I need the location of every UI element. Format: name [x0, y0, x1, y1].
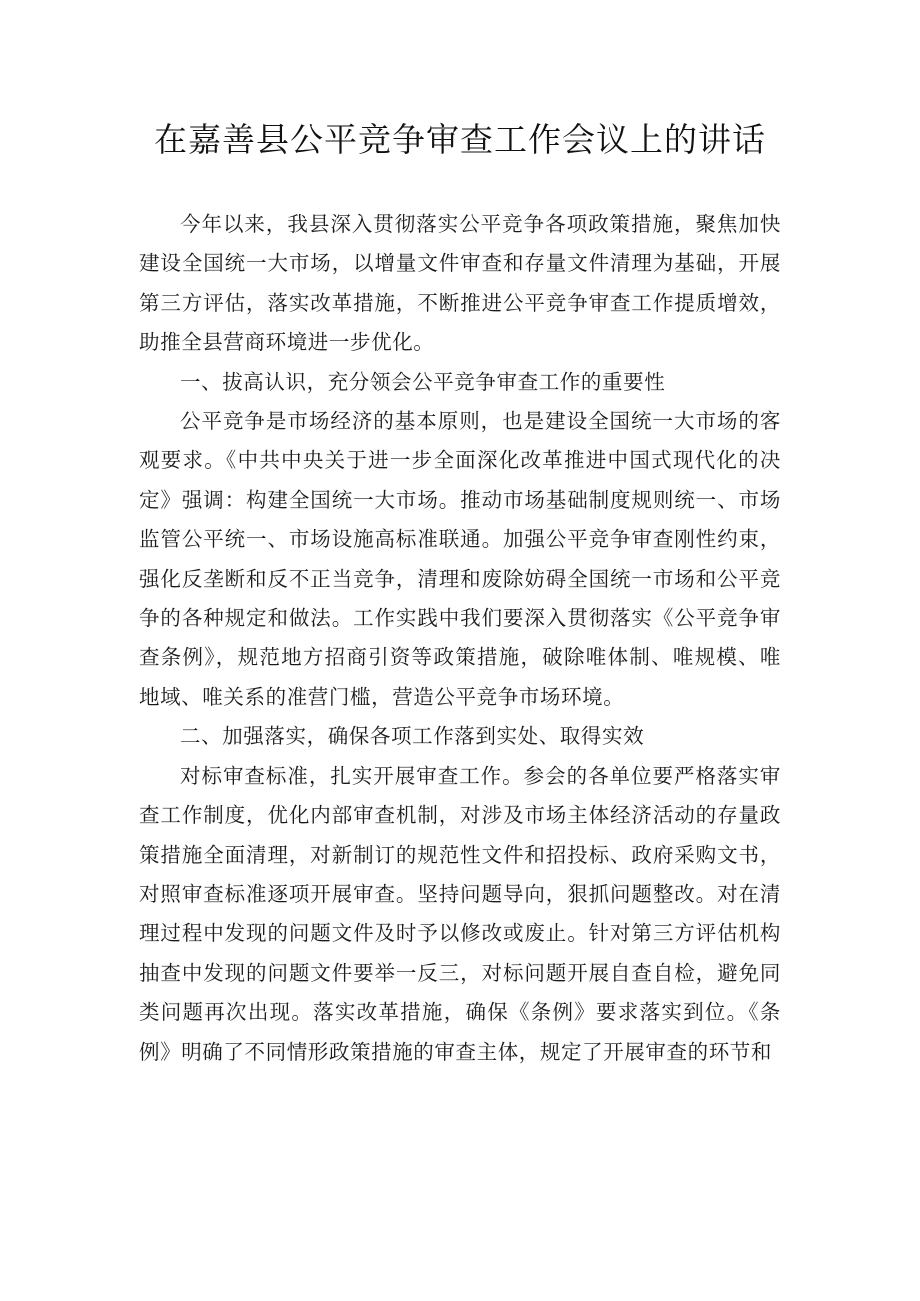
section-heading-1: 一、拔高认识，充分领会公平竞争审查工作的重要性	[180, 369, 666, 394]
document-body	[139, 205, 781, 1072]
paragraph-section-2: 对标审查标准，扎实开展审查工作。参会的各单位要严格落实审查工作制度，优化内部审查机制，对涉及市场主体经济活动的存量政策措施全面清理，对新制订的规范性文件和招投标、政府采购文书，对照审查标准逐项开展审查。坚持问题导向，狠抓问题整改。对在清理过程中发现的问题文件及时予以修改或废止。针对第三方评估机构抽查中发现的问题文件要举一反三，对标问题开展自查自检，避免同类问题再次出现。落实改革措施，确保《条例》要求落实到位。《条例》明确了不同情形政策措施的审查主体，规定了开展审查的环节和	[139, 763, 781, 1064]
paragraph-section-1: 公平竞争是市场经济的基本原则，也是建设全国统一大市场的客观要求。《中共中央关于进一步全面深化改革推进中国式现代化的决定》强调：构建全国统一大市场。推动市场基础制度规则统一、市场监管公平统一、市场设施高标准联通。加强公平竞争审查刚性约束，强化反垄断和反不正当竞争，清理和废除妨碍全国统一市场和公平竞争的各种规定和做法。工作实践中我们要深入贯彻落实《公平竞争审查条例》，规范地方招商引资等政策措施，破除唯体制、唯规模、唯地域、唯关系的准营门槛，营造公平竞争市场环境。	[139, 409, 781, 709]
document-title: 在嘉善县公平竞争审查工作会议上的讲话	[154, 120, 766, 159]
section-heading-2: 二、加强落实，确保各项工作落到实处、取得实效	[180, 724, 645, 749]
paragraph-intro: 今年以来，我县深入贯彻落实公平竞争各项政策措施，聚焦加快建设全国统一大市场，以增量文件审查和存量文件清理为基础，开展第三方评估，落实改革措施，不断推进公平竞争审查工作提质增效，助推全县营商环境进一步优化。	[139, 212, 781, 355]
